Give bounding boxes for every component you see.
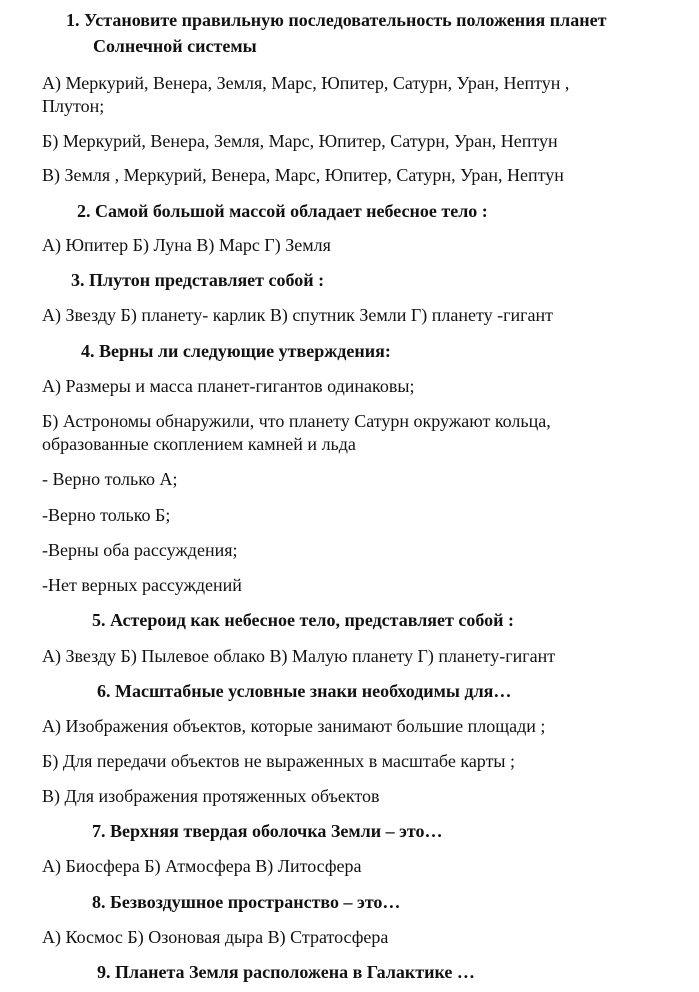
question-1-title: 1. Установите правильную последовательность положения планет: [66, 10, 607, 30]
question-8-title: 8. Безвоздушное пространство – это…: [92, 892, 401, 912]
question-8-options: А) Космос Б) Озоновая дыра В) Стратосфера: [42, 927, 389, 947]
question-5-title: 5. Астероид как небесное тело, представляет собой :: [92, 610, 514, 630]
question-4-title: 4. Верны ли следующие утверждения:: [81, 341, 391, 361]
question-4-answer-2: -Верно только Б;: [42, 505, 171, 525]
question-4-answer-3: -Верны оба рассуждения;: [42, 540, 238, 560]
question-3-options: А) Звезду Б) планету- карлик В) спутник Земли Г) планету -гигант: [42, 305, 553, 325]
question-1-option-b: Б) Меркурий, Венера, Земля, Марс, Юпитер, Сатурн, Уран, Нептун: [42, 131, 558, 151]
question-7-options: А) Биосфера Б) Атмосфера В) Литосфера: [42, 856, 362, 876]
question-6-option-c: В) Для изображения протяженных объектов: [42, 786, 380, 806]
question-1-option-a: А) Меркурий, Венера, Земля, Марс, Юпитер, Сатурн, Уран, Нептун ,: [42, 73, 570, 93]
question-7-title: 7. Верхняя твердая оболочка Земли – это…: [92, 821, 443, 841]
question-2-title: 2. Самой большой массой обладает небесное тело :: [77, 201, 488, 221]
question-1-option-a-cont: Плутон;: [42, 96, 105, 116]
question-4-statement-a: А) Размеры и масса планет-гигантов одинаковы;: [42, 376, 415, 396]
question-4-statement-b-cont: образованные скоплением камней и льда: [42, 434, 356, 454]
question-3-title: 3. Плутон представляет собой :: [71, 270, 325, 290]
question-9-title: 9. Планета Земля расположена в Галактике …: [97, 962, 475, 982]
question-1-title-cont: Солнечной системы: [93, 36, 257, 56]
question-4-answer-4: -Нет верных рассуждений: [42, 575, 242, 595]
question-2-options: А) Юпитер Б) Луна В) Марс Г) Земля: [42, 235, 331, 255]
question-6-title: 6. Масштабные условные знаки необходимы для…: [97, 681, 512, 701]
question-5-options: А) Звезду Б) Пылевое облако В) Малую планету Г) планету-гигант: [42, 646, 556, 666]
question-4-statement-b: Б) Астрономы обнаружили, что планету Сатурн окружают кольца,: [42, 411, 551, 431]
question-1-option-c: В) Земля , Меркурий, Венера, Марс, Юпитер, Сатурн, Уран, Нептун: [42, 165, 564, 185]
question-4-answer-1: - Верно только А;: [42, 469, 178, 489]
question-6-option-b: Б) Для передачи объектов не выраженных в масштабе карты ;: [42, 751, 516, 771]
question-6-option-a: А) Изображения объектов, которые занимают большие площади ;: [42, 716, 546, 736]
